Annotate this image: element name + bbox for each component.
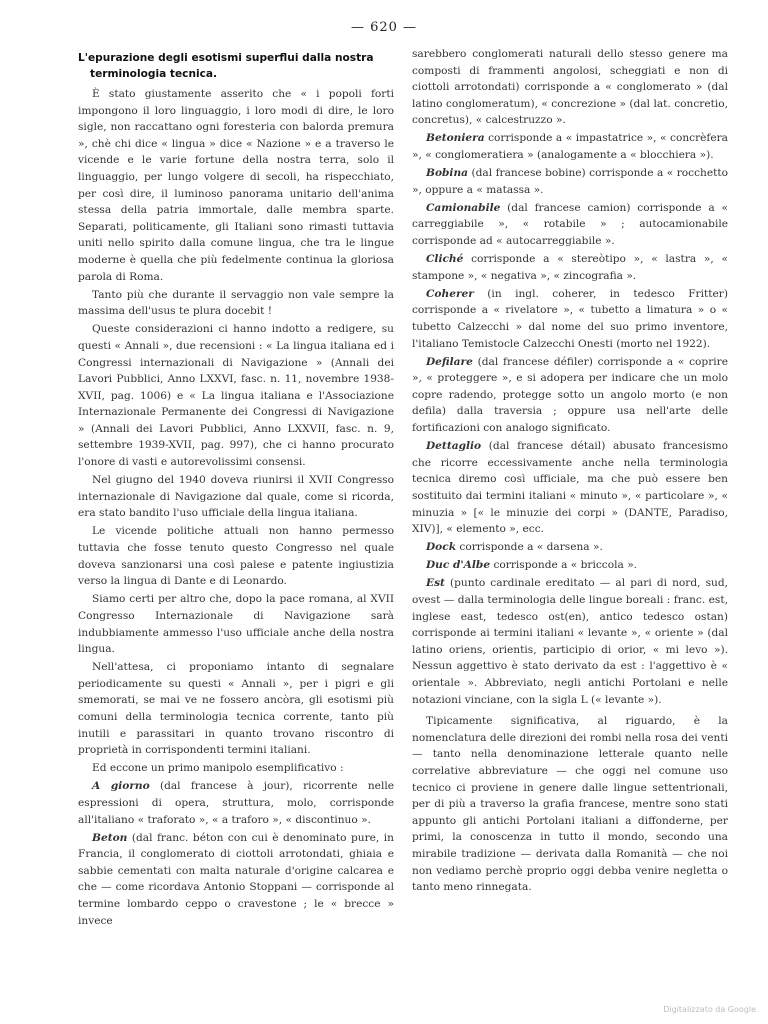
entry-term: Dock (426, 541, 457, 554)
glossary-entry (412, 354, 728, 437)
glossary-entry (78, 830, 394, 930)
glossary-entry (412, 130, 728, 163)
entry-term: Camionabile (426, 201, 501, 214)
entry-term: Duc d'Albe (426, 559, 491, 572)
entry-text: corrisponde a « impastatrice », « concrèfera », « conglomeratiera » (analogamente a « blocchiera »). (412, 132, 728, 162)
entry-text: (in ingl. coherer, in tedesco Fritter) corrisponde a « rivelatore », « tubetto a limatura » o « tubetto Calzecchi » dal nome del suo primo inventore, l'italiano Temistocle Calzecchi Onesti (morto nel 1922). (412, 287, 728, 350)
paragraph: Siamo certi per altro che, dopo la pace romana, al XVII Congresso Internazionale di Navigazione sarà indubbiamente ammesso l'uso ufficiale anche della nostra lingua. (78, 593, 394, 656)
left-column (78, 50, 394, 931)
glossary-entry (412, 539, 728, 556)
entry-term: A giorno (92, 780, 150, 793)
article-heading (78, 50, 394, 82)
entry-text: (dal francese à jour), ricorrente nelle espressioni di opera, struttura, molo, corrisponde all'italiano « traforato », « a traforo », « discontinuo ». (78, 780, 394, 826)
entry-text: (dal francese bobine) corrisponde a « rocchetto », oppure a « matassa ». (412, 167, 728, 196)
entry-text: (dal francese détail) abusato francesismo che ricorre eccessivamente anche nella terminologia tecnica diremo così ufficiale, ma che può essere ben sostituito dai termini italiani « minuto », « particolare », « minuzia » [« le minuzie dei corpi » (DANTE, Paradiso, XIV)], « elemento », ecc. (412, 440, 728, 536)
paragraph: Nell'attesa, ci proponiamo intanto di segnalare periodicamente su questi « Annali », per i pigri e gli smemorati, se mai ve ne fossero ancòra, gli esotismi più comuni della terminologia tecnica corrente, tanto più inutili e parassitari in quanto trovano riscontro di proprietà in corrispondenti termini italiani. (78, 661, 394, 757)
paragraph: sarebbero conglomerati naturali dello stesso genere ma composti di frammenti angolosi, scheggiati e non di ciottoli arrotondati) corrisponde a « conglomerato » (dal latino conglomeratum), « concrezione » (dal lat. concretio, concretus), « calcestruzzo ». (412, 48, 728, 127)
paragraph: Nel giugno del 1940 doveva riunirsi il XVII Congresso internazionale di Navigazione dal quale, come si ricorda, era stato bandito l'uso ufficiale della lingua italiana. (78, 474, 394, 520)
entry-term: Coherer (426, 287, 474, 300)
glossary-entry (412, 165, 728, 198)
entry-term: Est (426, 577, 445, 590)
glossary-entry (412, 557, 728, 574)
entry-term: Cliché (426, 253, 464, 266)
entry-term: Defilare (426, 355, 473, 368)
entry-term: Bobina (426, 167, 469, 180)
glossary-entry (78, 778, 394, 828)
glossary-entry (412, 286, 728, 352)
entry-text: (dal francese camion) corrisponde a « carreggiabile », « rotabile » ; autocamionabile corrisponde ad « autocarreggiabile ». (412, 201, 728, 248)
paragraph: Le vicende politiche attuali non hanno permesso tuttavia che fosse tenuto questo Congresso nel quale doveva sanzionarsi una così palese e patente ingiustizia verso la lingua di Dante e di Leonardo. (78, 525, 394, 588)
entry-text: (dal franc. béton con cui è denominato pure, in Francia, il conglomerato di ciottoli arrotondati, ghiaia e sabbie cementati con malta naturale d'origine calcarea e che — come ricordava Antonio Stoppani — corrisponde al termine lombardo ceppo o cravestone ; le « brecce » invece (78, 831, 394, 927)
entry-text: (dal francese défiler) corrisponde a « coprire », « proteggere », e si adopera per indicare che un molo copre radendo, protegge sotto un angolo morto (e non defila) dalla traversia ; oppure usa nell'arte delle fortificazioni con analogo significato. (412, 355, 728, 435)
entry-term: Beton (92, 831, 128, 844)
closing-paragraph: Tipicamente significativa, al riguardo, è la nomenclatura delle direzioni dei rombi nella rosa dei venti — tanto nella denominazione letterale quanto nelle correlative abbreviature — che oggi nel comune uso tecnico ci proviene in genere dalle lingue settentrionali, per di più a traverso la grafia francese, mentre sono stati appunto gli antichi Portolani italiani a diffonderne, per primi, la conoscenza in tutto il mondo, secondo una mirabile tradizione — derivata dalla Romanità — che noi non vediamo perchè proprio oggi debba venire negletta o tanto meno rinnegata. (412, 715, 728, 894)
page-number: — 620 — (350, 20, 418, 35)
entry-term: Betoniera (426, 132, 485, 145)
right-column (412, 46, 728, 897)
glossary-entry (412, 438, 728, 538)
entry-term: Dettaglio (426, 440, 482, 453)
heading-line-2: terminologia tecnica. (90, 68, 218, 80)
entry-text: corrisponde a « briccola ». (490, 559, 638, 572)
paragraph: Queste considerazioni ci hanno indotto a redigere, su questi « Annali », due recensioni : « La lingua italiana ed i Congressi internazionali di Navigazione » (Annali dei Lavori Pubblici, Anno LXXVI, fasc. n. 11, novembre 1938-XVII, pag. 1006) e « La lingua italiana e l'Associazione Internazionale Permanente dei Congressi di Navigazione » (Annali dei Lavori Pubblici, Anno LXXVII, fasc. n. 9, settembre 1939-XVII, pag. 997), che ci hanno procurato l'onore di vasti e autorevolissimi consensi. (78, 323, 394, 469)
heading-line-1: L'epurazione degli esotismi superflui dalla nostra (78, 52, 374, 64)
entry-text: corrisponde a « stereòtipo », « lastra », « stampone », « negativa », « zincografia ». (412, 253, 728, 282)
entry-text: corrisponde a « darsena ». (456, 541, 603, 554)
glossary-entry (412, 251, 728, 284)
glossary-entry (412, 575, 728, 708)
entry-text: (punto cardinale ereditato — al pari di nord, sud, ovest — dalla terminologia delle lingue boreali : franc. est, inglese east, tedesco ost(en), antico tedesco ostan) corrisponde ai termini italiani « levante », « oriente » (dal latino oriens, orientis, participio di orior, « mi levo »). Nessun aggettivo è stato derivato da est : l'aggettivo è « orientale ». Abbreviato, negli antichi Portolani e nelle notazioni vinciane, con la sigla L (« levante »). (412, 577, 728, 706)
glossary-entry (412, 200, 728, 250)
paragraph: Ed eccone un primo manipolo esemplificativo : (92, 762, 344, 775)
google-watermark: Digitalizzato da Google (663, 1005, 756, 1014)
paragraph: È stato giustamente asserito che « i popoli forti impongono il loro linguaggio, i loro modi di dire, le loro sigle, non raccattano ogni foresteria con balorda premura », chè chi dice « lingua » dice « Nazione » e a traverso le vicende e le varie fortune della nostra terra, solo il linguaggio, per lungo volgere di secoli, ha rispecchiato, per così dire, il luminoso panorama unitario dell'anima stessa della patria immortale, dalle membra sparte. Separati, politicamente, gli Italiani sono rimasti tuttavia uniti nello spirito dalla comune lingua, che tra le lingue moderne è quella che più fedelmente continua la gloriosa parola di Roma. (78, 88, 394, 283)
paragraph: Tanto più che durante il servaggio non vale sempre la massima dell'usus te plura docebit ! (78, 288, 394, 318)
